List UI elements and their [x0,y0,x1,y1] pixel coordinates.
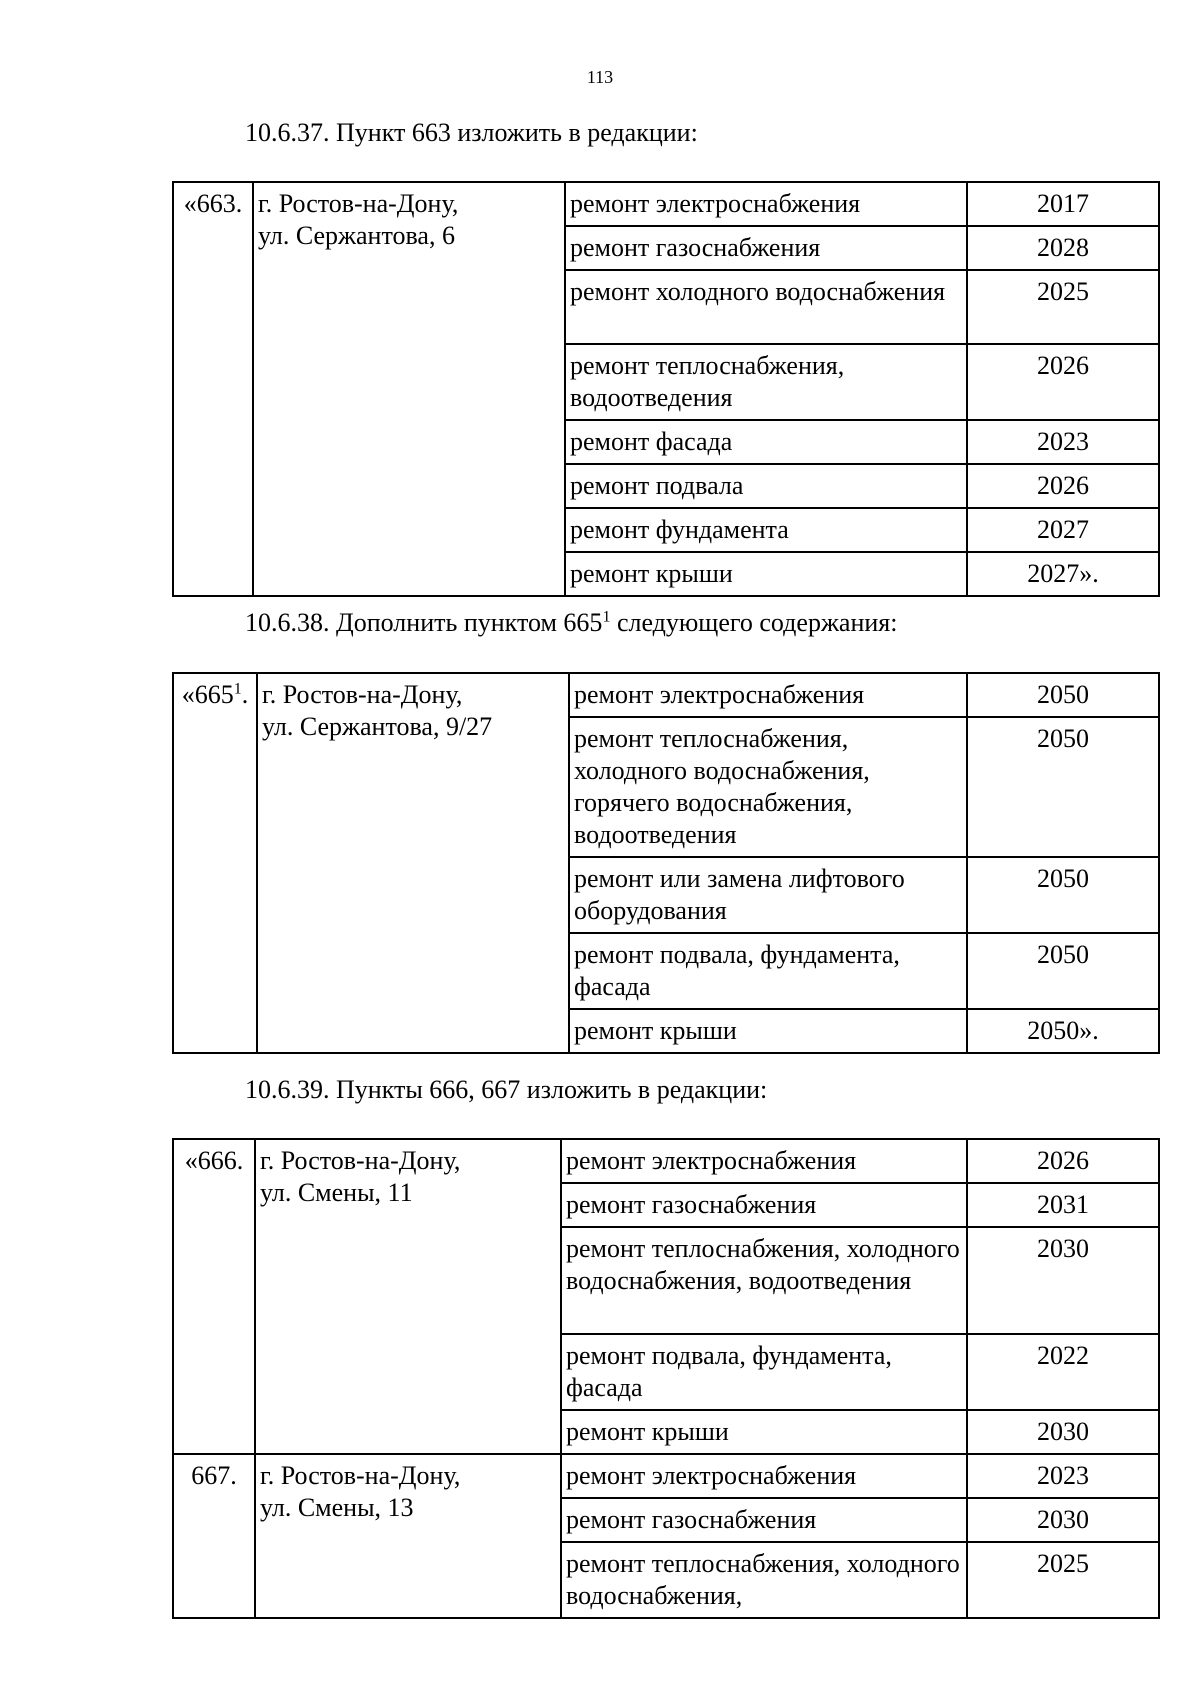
work-year: 2023 [967,1454,1159,1498]
item-address [257,673,569,1053]
address-street: ул. Сержантова, 9/27 [262,712,493,741]
item-address [255,1139,561,1454]
item-number-main: «665 [181,680,234,709]
work-type: ремонт подвала, фундамента, фасада [561,1334,967,1410]
work-year: 2025 [967,1542,1159,1618]
table-item-663 [172,181,1160,597]
address-street: ул. Сержантова, 6 [258,221,455,250]
work-type: ремонт фасада [565,420,967,464]
section-heading-663: 10.6.37. Пункт 663 изложить в редакции: [245,118,698,147]
work-year: 2050». [967,1009,1159,1053]
table-items-666-667 [172,1138,1160,1619]
work-year: 2027 [967,508,1159,552]
address-city: г. Ростов-на-Дону, [258,189,459,218]
section-heading-665-1 [245,607,897,639]
work-type: ремонт газоснабжения [565,226,967,270]
address-street: ул. Смены, 13 [260,1493,414,1522]
heading-text: 10.6.38. Дополнить пунктом 665 [245,608,603,637]
table-item-665-1 [172,672,1160,1054]
work-type: ремонт фундамента [565,508,967,552]
item-number: «666. [173,1139,255,1454]
work-type: ремонт крыши [565,552,967,596]
work-type: ремонт теплоснабжения, водоотведения [565,344,967,420]
work-year: 2023 [967,420,1159,464]
work-year: 2030 [967,1498,1159,1542]
work-year: 2017 [967,182,1159,226]
section-heading-666-667: 10.6.39. Пункты 666, 667 изложить в редакции: [245,1075,768,1104]
work-type: ремонт подвала, фундамента, фасада [569,933,967,1009]
work-type: ремонт крыши [561,1410,967,1454]
work-year: 2050 [967,933,1159,1009]
table-row [173,182,1159,226]
work-year: 2022 [967,1334,1159,1410]
work-type: ремонт электроснабжения [565,182,967,226]
item-address [255,1454,561,1618]
heading-superscript: 1 [602,608,611,626]
item-address [253,182,565,596]
work-year: 2050 [967,717,1159,857]
work-year: 2050 [967,857,1159,933]
work-type: ремонт холодного водоснабжения [565,270,967,344]
work-type: ремонт крыши [569,1009,967,1053]
item-number-tail: . [241,680,249,709]
table-row [173,1139,1159,1183]
work-type: ремонт или замена лифтового оборудования [569,857,967,933]
item-number-superscript: 1 [233,680,242,698]
address-city: г. Ростов-на-Дону, [260,1461,461,1490]
work-type: ремонт теплоснабжения, холодного водоснабжения, [561,1542,967,1618]
heading-tail: следующего содержания: [610,608,898,637]
work-year: 2026 [967,344,1159,420]
item-number: «663. [173,182,253,596]
work-type: ремонт электроснабжения [561,1139,967,1183]
work-year: 2050 [967,673,1159,717]
item-number: 667. [173,1454,255,1618]
table-row [173,673,1159,717]
work-type: ремонт теплоснабжения, холодного водоснабжения, горячего водоснабжения, водоотведения [569,717,967,857]
work-year: 2028 [967,226,1159,270]
work-year: 2026 [967,464,1159,508]
work-year: 2030 [967,1227,1159,1334]
address-city: г. Ростов-на-Дону, [262,680,463,709]
work-type: ремонт газоснабжения [561,1498,967,1542]
address-city: г. Ростов-на-Дону, [260,1146,461,1175]
item-number [173,673,257,1053]
page-number: 113 [586,67,614,87]
work-year: 2031 [967,1183,1159,1227]
work-type: ремонт электроснабжения [561,1454,967,1498]
address-street: ул. Смены, 11 [260,1178,413,1207]
work-year: 2026 [967,1139,1159,1183]
work-year: 2025 [967,270,1159,344]
work-type: ремонт подвала [565,464,967,508]
work-year: 2027». [967,552,1159,596]
work-year: 2030 [967,1410,1159,1454]
work-type: ремонт электроснабжения [569,673,967,717]
work-type: ремонт газоснабжения [561,1183,967,1227]
table-row [173,1454,1159,1498]
work-type: ремонт теплоснабжения, холодного водоснабжения, водоотведения [561,1227,967,1334]
